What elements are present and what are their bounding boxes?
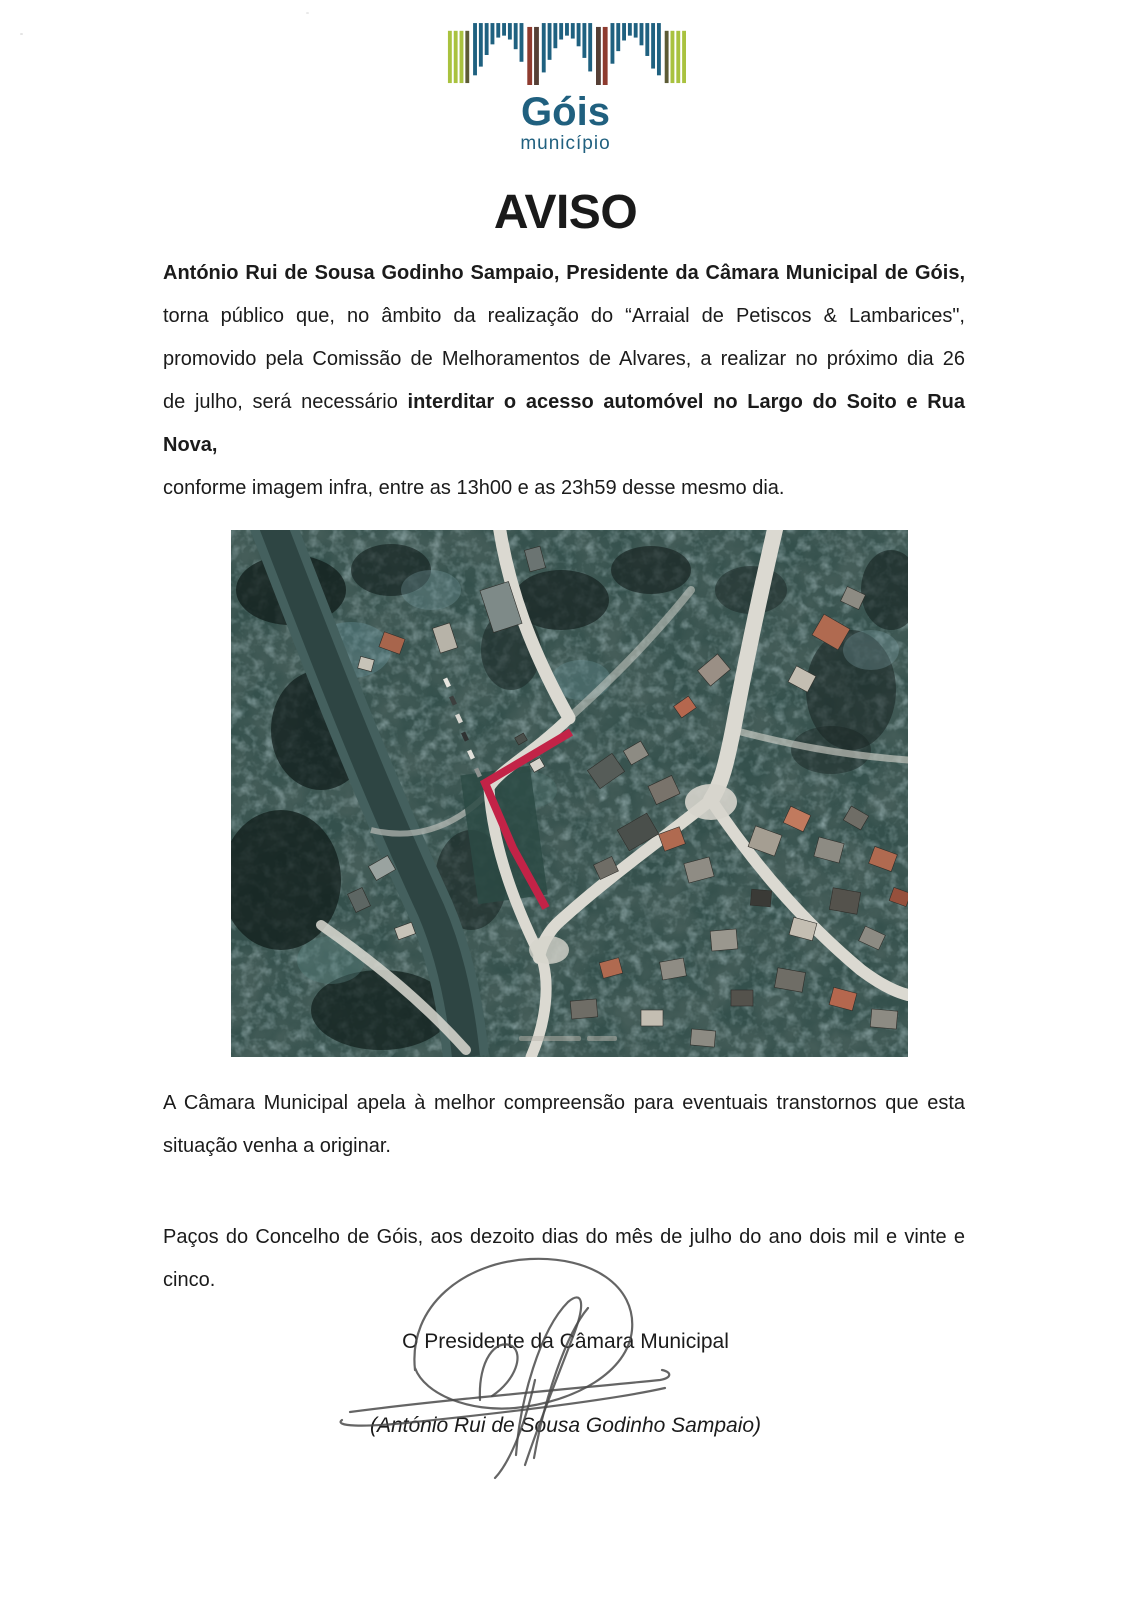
notice-paragraph-date: [163, 1216, 965, 1302]
bridge-logo-icon: [446, 22, 686, 88]
text-line: cinco.: [163, 1269, 216, 1291]
logo-municipality-subtitle: município: [520, 133, 611, 154]
scan-speck: [20, 33, 23, 35]
map-attribution-watermark: [519, 1036, 617, 1041]
municipality-logo: [0, 0, 1131, 155]
text-line: promovido pela Comissão de Melhoramentos de Alvares, a realizar no próximo dia 26: [163, 348, 965, 370]
aerial-map-image: [231, 530, 908, 1057]
notice-paragraph-apology: [163, 1082, 965, 1168]
text-line: Paços do Concelho de Góis, aos dezoito dias do mês de julho do ano dois mil e vinte e: [163, 1226, 965, 1248]
logo-municipality-name: Góis: [521, 90, 610, 134]
text-line: conforme imagem infra, entre as 13h00 e as 23h59 desse mesmo dia.: [163, 477, 785, 499]
notice-paragraph-intro: [163, 252, 965, 510]
text-line: de julho, será necessário interditar o acesso automóvel no Largo do Soito e Rua Nova,: [163, 391, 965, 456]
text-line: António Rui de Sousa Godinho Sampaio, Presidente da Câmara Municipal de Góis,: [163, 262, 965, 284]
text-line: A Câmara Municipal apela à melhor compreensão para eventuais transtornos que esta: [163, 1092, 965, 1114]
notice-title: AVISO: [493, 186, 638, 239]
text-line: torna público que, no âmbito da realização do “Arraial de Petiscos & Lambarices",: [163, 305, 965, 327]
signature-role: O Presidente da Câmara Municipal: [402, 1330, 729, 1353]
scan-speck: [306, 12, 309, 14]
text-line: situação venha a originar.: [163, 1135, 391, 1157]
aerial-map-graphic: [231, 530, 908, 1057]
signature-name: (António Rui de Sousa Godinho Sampaio): [369, 1414, 762, 1437]
